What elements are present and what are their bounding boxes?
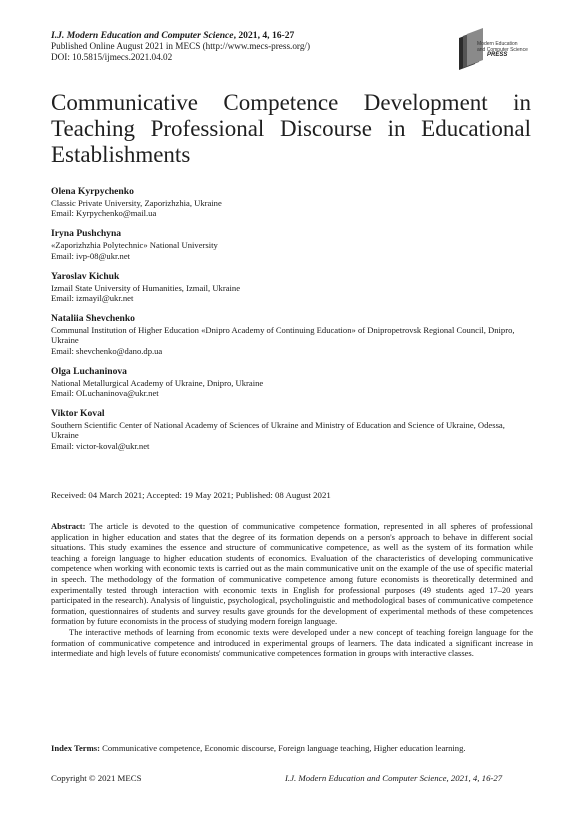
doi: DOI: 10.5815/ijmecs.2021.04.02 (51, 52, 173, 62)
author-affiliation: Southern Scientific Center of National Academy of Sciences of Ukraine and Ministry of Education and Science of Ukraine, Odessa, Ukraine (51, 419, 505, 441)
journal-name: I.J. Modern Education and Computer Science (51, 30, 234, 41)
author-name: Olena Kyrpychenko (51, 186, 134, 197)
paper-title: Communicative Competence Development in Teaching Professional Discourse in Educational Establishments (51, 90, 531, 167)
author-name: Viktor Koval (51, 407, 105, 419)
mecs-press-logo (455, 28, 535, 72)
author-affiliation: «Zaporizhzhia Polytechnic» National University (51, 240, 218, 251)
journal-header (51, 30, 521, 63)
abstract-paragraph (51, 521, 533, 627)
author-email[interactable]: Email: ivp-08@ukr.net (51, 250, 131, 261)
author-name: Iryna Pushchyna (51, 228, 122, 240)
journal-citation (51, 30, 521, 41)
abstract-paragraph: The interactive methods of learning from economic texts were developed under a new concept of teaching foreign language for the formation of communicative competence and introduced in experimental groups of learners. The data indicated a significant increase in intermediate and high levels of future economists' communicative competences formation in groups with interactive classes. (51, 626, 533, 659)
author-email[interactable]: Email: victor-koval@ukr.net (51, 440, 150, 451)
author-affiliation: National Metallurgical Academy of Ukraine, Dnipro, Ukraine (51, 377, 264, 388)
author-affiliation: Classic Private University, Zaporizhzhia, Ukraine (51, 198, 222, 208)
author-email[interactable]: Email: izmayil@ukr.net (51, 293, 134, 304)
author-block (51, 228, 533, 261)
logo-press: PRESS (487, 52, 508, 58)
author-name: Yaroslav Kichuk (51, 270, 120, 282)
author-block (51, 408, 533, 451)
abstract-text: The article is devoted to the question of communicative competence formation, represented in all spheres of professional application in higher education and states that the degree of its formation depends on a person's approach to behave in different social situations. This study examines the essence and structure of communicative competence, as well as the system of its formation while teaching a foreign language to higher education students of economics. Evaluation of the characteristics of developing communicative competence when working with economic texts is carried out as the main communicative unit on the example of the use of specific material in speech. The methodology of the formation of communicative competence among future economists is theoretically determined and experimentally tested through interaction with economic texts in English for professional purposes (49 students aged 17–20 years participated in the research). Analysis of linguistic, psychological, psycholinguistic and methodological bases of communicative competence formation, questionnaires of students and survey results gave grounds for the development of experimental methods of these competences formation by future economists in the process of studying modern foreign language. (51, 521, 533, 627)
journal-volume: , 2021, 4, 16-27 (233, 30, 295, 41)
footer-copyright: Copyright © 2021 MECS (51, 773, 142, 783)
author-block (51, 313, 533, 356)
author-name: Olga Luchaninova (51, 365, 127, 377)
logo-line-1: Modern Education (477, 41, 518, 47)
author-block (51, 186, 533, 219)
footer-citation: I.J. Modern Education and Computer Science, 2021, 4, 16-27 (285, 773, 503, 783)
author-email[interactable]: Email: Kyrpychenko@mail.ua (51, 208, 157, 219)
author-block (51, 366, 533, 399)
index-terms (51, 743, 551, 754)
published-online: Published Online August 2021 in MECS (http://www.mecs-press.org/) (51, 41, 311, 51)
author-name: Nataliia Shevchenko (51, 312, 135, 324)
author-email[interactable]: Email: OLuchaninova@ukr.net (51, 388, 159, 399)
author-affiliation: Izmail State University of Humanities, Izmail, Ukraine (51, 282, 241, 293)
author-list (51, 186, 533, 461)
logo-line-2: and Computer Science (477, 46, 528, 53)
index-terms-label: Index Terms: (51, 743, 100, 753)
received-dates: Received: 04 March 2021; Accepted: 19 May 2021; Published: 08 August 2021 (51, 490, 331, 500)
author-block (51, 271, 533, 304)
author-email[interactable]: Email: shevchenko@dano.dp.ua (51, 345, 163, 356)
index-terms-text: Communicative competence, Economic discourse, Foreign language teaching, Higher education learning. (102, 743, 466, 753)
abstract (51, 521, 533, 659)
abstract-label: Abstract: (51, 521, 86, 531)
author-affiliation: Communal Institution of Higher Education «Dnipro Academy of Continuing Education» of Dnipropetrovsk Regional Council, Dnipro, Ukraine (51, 324, 515, 346)
